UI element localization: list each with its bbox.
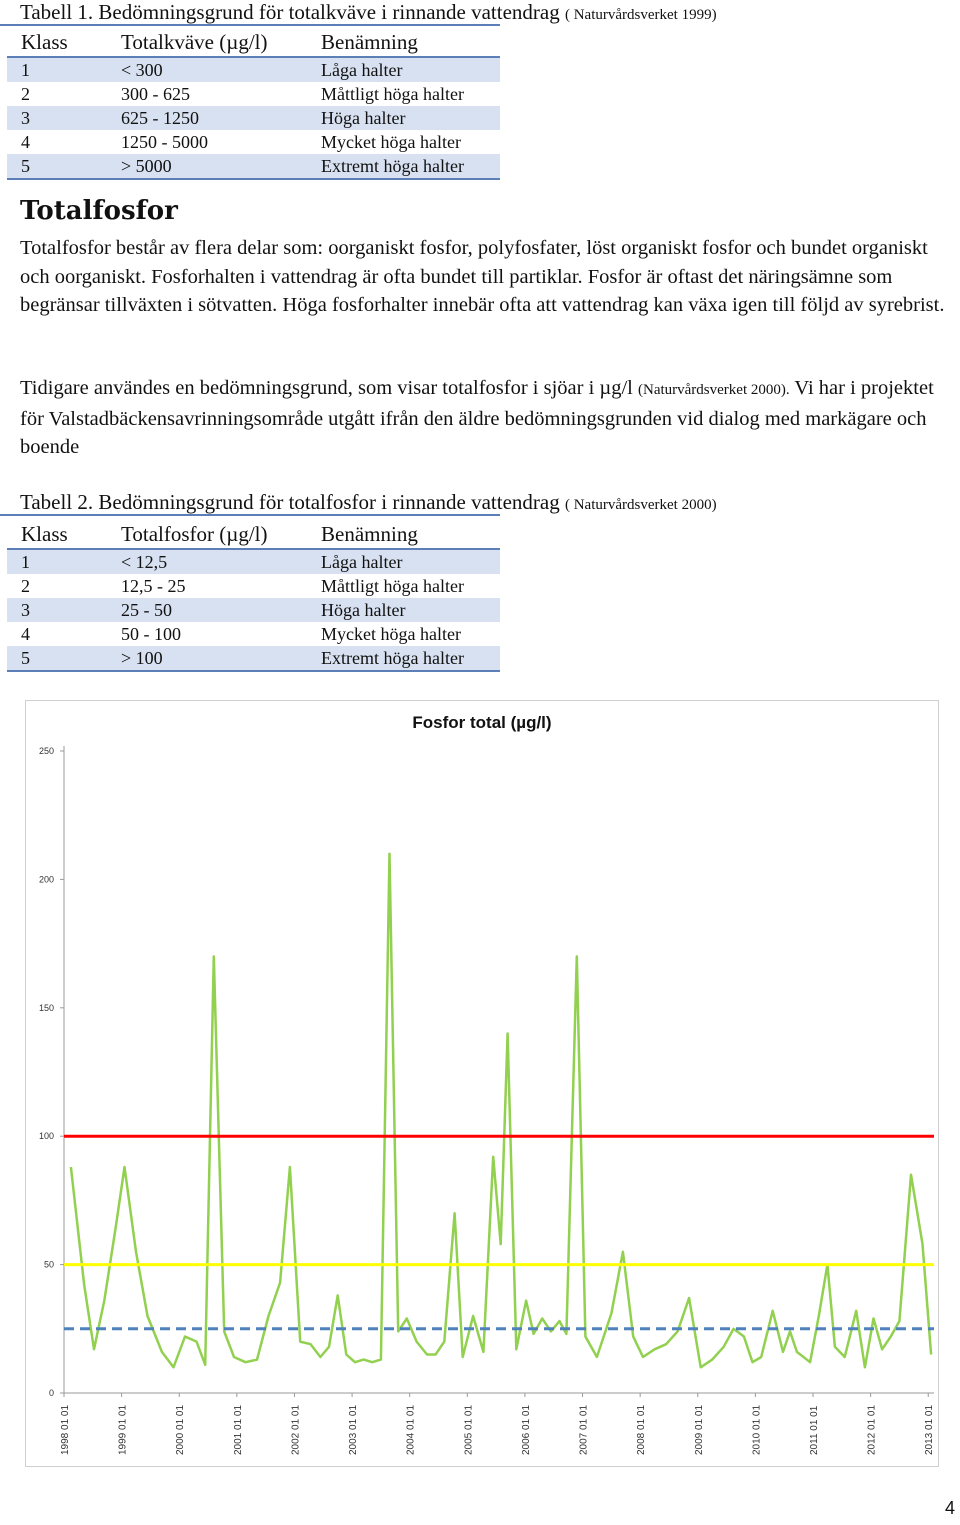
table1-cell: 300 - 625 [121, 83, 190, 104]
table1-cell: < 300 [121, 57, 321, 82]
x-tick-label: 2005 01 01 [463, 1404, 475, 1455]
table2-cell: 1 [7, 549, 121, 574]
table2-cell: 5 [7, 646, 121, 671]
x-tick-label: 2001 01 01 [232, 1404, 244, 1455]
phosphorus-series-line [71, 854, 931, 1368]
x-tick-label: 2000 01 01 [175, 1404, 187, 1455]
table1-cell: Höga halter [321, 106, 500, 130]
chart-title: Fosfor total (µg/l) [412, 713, 552, 732]
y-tick-label: 250 [38, 746, 54, 756]
x-tick-label: 1998 01 01 [60, 1404, 71, 1455]
table2-cell: 50 - 100 [121, 623, 181, 644]
table2-cell: 4 [21, 623, 30, 644]
table2-caption-text: Tabell 2. Bedömningsgrund för totalfosfor i rinnande vattendrag [20, 490, 560, 514]
table1-header-row [7, 28, 500, 57]
x-tick-label: 2004 01 01 [405, 1404, 417, 1455]
table-row [7, 57, 500, 82]
table2-cell: Höga halter [321, 598, 500, 622]
table1-cell: 1 [7, 57, 121, 82]
paragraph-2 [20, 374, 955, 462]
table-row [7, 106, 500, 130]
x-tick-label: 2006 01 01 [520, 1404, 532, 1455]
table1-top-rule [0, 24, 500, 26]
table2-caption-source: ( Naturvårdsverket 2000) [564, 497, 717, 513]
paragraph-1: Totalfosfor består av flera delar som: oorganiskt fosfor, polyfosfater, löst organiskt fosfor och bundet organiskt och oorganiskt. Fosforhalten i vattendrag är ofta bundet till partiklar. Fosfor är oftast det näringsämne som begränsar tillväxten i sötvatten. Höga fosforhalter innebär ofta att vattendrag kan växa igen till följd av syrebrist. [20, 237, 945, 316]
table1-cell: 4 [21, 131, 30, 152]
table1-caption [20, 0, 717, 25]
table2-header-value: Totalfosfor (µg/l) [121, 521, 268, 546]
section-heading: Totalfosfor [20, 196, 178, 226]
table1-caption-text: Tabell 1. Bedömningsgrund för totalkväve i rinnande vattendrag [20, 0, 560, 24]
table2-cell: Måttligt höga halter [321, 575, 464, 596]
paragraph-2-main: Tidigare användes en bedömningsgrund, som visar totalfosfor i sjöar i µg/l [20, 377, 633, 399]
table-row [7, 598, 500, 622]
table1 [7, 28, 500, 180]
table1-header-name: Benämning [321, 29, 418, 54]
table2-cell: Låga halter [321, 549, 500, 574]
x-tick-label: 2010 01 01 [751, 1404, 763, 1455]
x-tick-label: 2013 01 01 [924, 1404, 936, 1455]
chart-plot [26, 701, 938, 1466]
x-tick-label: 2008 01 01 [636, 1404, 648, 1455]
table1-cell: 5 [7, 154, 121, 179]
table2-cell: 2 [21, 575, 30, 596]
table-row [7, 549, 500, 574]
y-tick-label: 200 [38, 874, 54, 885]
page-number: 4 [945, 1498, 956, 1518]
table2-cell: > 100 [121, 646, 321, 671]
table2-top-rule [0, 514, 500, 516]
x-tick-label: 2009 01 01 [693, 1404, 705, 1455]
table1-header-value: Totalkväve (µg/l) [121, 29, 268, 54]
table-row [7, 82, 500, 106]
table2-caption [20, 490, 717, 515]
table2-cell: Mycket höga halter [321, 623, 461, 644]
table2-header-name: Benämning [321, 521, 418, 546]
table-row [7, 646, 500, 671]
table-row [7, 130, 500, 154]
table2-cell: < 12,5 [121, 549, 321, 574]
table1-cell: Låga halter [321, 57, 500, 82]
table-row [7, 622, 500, 646]
table2-header-klass: Klass [21, 521, 68, 546]
table2-cell: 12,5 - 25 [121, 575, 186, 596]
y-tick-label: 150 [38, 1002, 54, 1013]
x-tick-label: 2003 01 01 [348, 1404, 360, 1455]
table2-cell: 25 - 50 [121, 598, 321, 622]
table2-header-row [7, 520, 500, 549]
table1-cell: 625 - 1250 [121, 106, 321, 130]
table1-cell: 3 [7, 106, 121, 130]
table2-cell: Extremt höga halter [321, 646, 500, 671]
x-tick-label: 2011 01 01 [809, 1405, 821, 1455]
x-tick-label: 1999 01 01 [117, 1404, 129, 1455]
table2 [7, 520, 500, 672]
table1-cell: > 5000 [121, 154, 321, 179]
table2-cell: 3 [7, 598, 121, 622]
phosphorus-chart [25, 700, 939, 1467]
table-row [7, 574, 500, 598]
table1-cell: 1250 - 5000 [121, 131, 208, 152]
table1-cell: Måttligt höga halter [321, 83, 464, 104]
x-tick-label: 2012 01 01 [866, 1404, 878, 1455]
table1-cell: Extremt höga halter [321, 154, 500, 179]
table-row [7, 154, 500, 179]
y-tick-label: 0 [48, 1388, 54, 1398]
paragraph-2-rest: Vi har i projektet för Valstadbäckensavrinningsområde utgått ifrån den äldre bedömningsgrunden vid dialog med markägare och boende [20, 377, 934, 458]
y-tick-label: 50 [43, 1259, 54, 1270]
table1-cell: 2 [21, 83, 30, 104]
table1-caption-source: ( Naturvårdsverket 1999) [564, 7, 717, 23]
x-tick-label: 2002 01 01 [290, 1404, 302, 1455]
y-tick-label: 100 [38, 1131, 54, 1142]
x-tick-label: 2007 01 01 [578, 1404, 590, 1455]
paragraph-2-source: (Naturvårdsverket 2000). [638, 382, 790, 398]
table1-header-klass: Klass [21, 29, 68, 54]
table1-cell: Mycket höga halter [321, 131, 461, 152]
